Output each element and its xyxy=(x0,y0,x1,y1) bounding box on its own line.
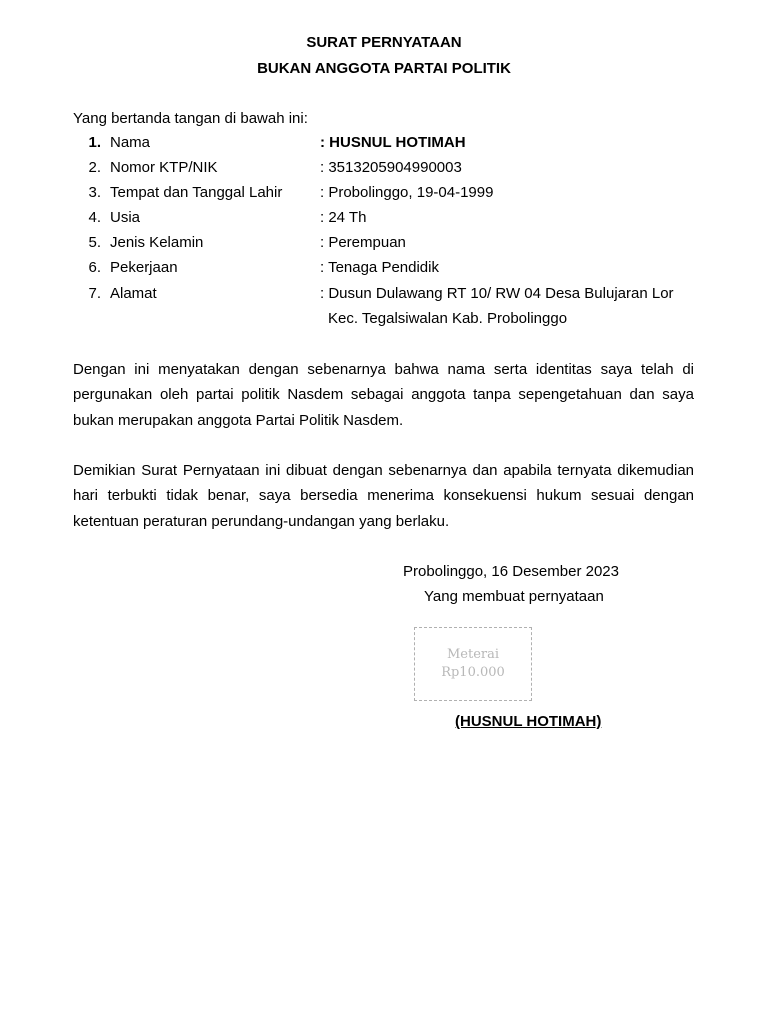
field-number: 1. xyxy=(88,134,101,151)
field-row-alamat-cont xyxy=(0,310,768,330)
stamp-label: Meterai xyxy=(446,647,500,662)
field-label: Usia xyxy=(110,209,141,226)
field-label: Nomor KTP/NIK xyxy=(110,159,218,176)
field-row-usia xyxy=(0,209,768,229)
field-label: Tempat dan Tanggal Lahir xyxy=(110,184,283,201)
field-value: : Tenaga Pendidik xyxy=(320,259,439,276)
signature-role: Yang membuat pernyataan xyxy=(424,588,604,605)
field-row-jenis-kelamin xyxy=(0,234,768,254)
field-row-nama xyxy=(0,134,768,154)
field-row-nik xyxy=(0,159,768,179)
intro-text: Yang bertanda tangan di bawah ini: xyxy=(73,110,308,127)
field-number: 6. xyxy=(88,259,101,276)
field-value: : Perempuan xyxy=(320,234,406,251)
field-label: Alamat xyxy=(110,285,157,302)
field-value: : Probolinggo, 19-04-1999 xyxy=(320,184,494,201)
signature-place-date: Probolinggo, 16 Desember 2023 xyxy=(403,563,619,580)
field-number: 3. xyxy=(88,184,101,201)
field-row-ttl xyxy=(0,184,768,204)
field-number: 4. xyxy=(88,209,101,226)
field-value: : 24 Th xyxy=(320,209,367,226)
signatory-name: (HUSNUL HOTIMAH) xyxy=(455,713,602,730)
field-value: : Dusun Dulawang RT 10/ RW 04 Desa Bulujaran Lor xyxy=(320,285,674,302)
meterai-stamp-box xyxy=(414,627,532,701)
field-label: Nama xyxy=(110,134,151,151)
field-row-pekerjaan xyxy=(0,259,768,279)
field-row-alamat xyxy=(0,285,768,305)
closing-paragraph: Demikian Surat Pernyataan ini dibuat dengan sebenarnya dan apabila ternyata dikemudian hari terbukti tidak benar, saya bersedia menerima konsekuensi hukum sesuai dengan ketentuan peraturan perundang-undangan yang berlaku. xyxy=(73,462,694,530)
field-label: Pekerjaan xyxy=(110,259,178,276)
field-value-continuation: Kec. Tegalsiwalan Kab. Probolinggo xyxy=(328,310,568,327)
document-subtitle: BUKAN ANGGOTA PARTAI POLITIK xyxy=(257,60,511,77)
document-title: SURAT PERNYATAAN xyxy=(306,34,462,51)
field-number: 2. xyxy=(88,159,101,176)
field-label: Jenis Kelamin xyxy=(110,234,204,251)
field-number: 5. xyxy=(88,234,101,251)
field-value: : HUSNUL HOTIMAH xyxy=(320,134,466,151)
field-number: 7. xyxy=(88,285,101,302)
field-value: : 3513205904990003 xyxy=(320,159,462,176)
statement-paragraph: Dengan ini menyatakan dengan sebenarnya bahwa nama serta identitas saya telah di pergunakan oleh partai politik Nasdem sebagai anggota tanpa sepengetahuan dan saya bukan merupakan anggota Partai Politik Nasdem. xyxy=(73,361,694,429)
stamp-amount: Rp10.000 xyxy=(441,665,505,680)
